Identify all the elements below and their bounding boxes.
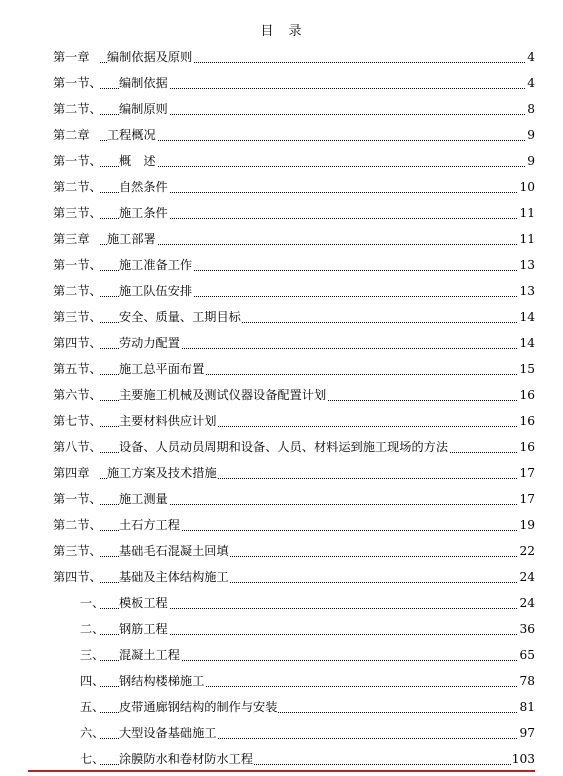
- toc-entry[interactable]: [0, 694, 563, 720]
- toc-entry-title: 钢筋工程: [119, 619, 169, 639]
- toc-entry[interactable]: [0, 330, 563, 356]
- toc-entry-page: 4: [526, 47, 535, 67]
- toc-entry[interactable]: [0, 174, 563, 200]
- toc-entry-number: 五、: [80, 700, 105, 714]
- toc-entry-title: 设备、人员动员周期和设备、人员、材料运到施工现场的方法: [119, 437, 449, 457]
- toc-entry-number: 第四节、: [53, 570, 102, 584]
- toc-entry-page: 14: [518, 333, 535, 353]
- toc-entry[interactable]: [0, 616, 563, 642]
- toc-entry-number: 第四章: [53, 466, 90, 480]
- toc-entry-number: 七、: [80, 752, 105, 766]
- toc-entry[interactable]: [0, 70, 563, 96]
- toc-entry[interactable]: [0, 226, 563, 252]
- toc-entry-number: 二、: [80, 622, 105, 636]
- toc-entry-title: 皮带通廊钢结构的制作与安装: [119, 697, 278, 717]
- footer-rule: [28, 770, 535, 772]
- toc-title: 目 录: [260, 24, 303, 39]
- toc-entry-title: 概 述: [119, 151, 157, 171]
- toc-entry[interactable]: [0, 382, 563, 408]
- toc-entry-page: 22: [518, 541, 535, 561]
- toc-entry[interactable]: [0, 200, 563, 226]
- toc-entry-title: 土石方工程: [119, 515, 181, 535]
- toc-entry-title: 大型设备基础施工: [119, 723, 218, 743]
- toc-entry-number: 第三章: [53, 232, 90, 246]
- toc-entry[interactable]: [0, 590, 563, 616]
- toc-entry[interactable]: [0, 278, 563, 304]
- toc-entry-number: 第二节、: [53, 180, 102, 194]
- toc-entry-number: 第一节、: [53, 258, 102, 272]
- toc-entry-page: 9: [526, 125, 535, 145]
- toc-entry-title: 施工条件: [119, 203, 169, 223]
- toc-entry-page: 24: [518, 567, 535, 587]
- toc-entry-page: 65: [518, 645, 535, 665]
- toc-entry-title: 施工方案及技术措施: [107, 463, 218, 483]
- toc-entry[interactable]: [0, 746, 563, 772]
- toc-entry[interactable]: [0, 538, 563, 564]
- toc-entry-title: 涂膜防水和卷材防水工程: [119, 749, 254, 769]
- toc-entry-number: 第三节、: [53, 206, 102, 220]
- toc-entry-number: 第二节、: [53, 284, 102, 298]
- toc-entry-page: 14: [518, 307, 535, 327]
- toc-entry-page: 103: [511, 749, 535, 769]
- toc-entry-page: 8: [526, 99, 535, 119]
- toc-entry-page: 13: [518, 255, 535, 275]
- toc-entry-page: 16: [518, 385, 535, 405]
- toc-entry-page: 15: [518, 359, 535, 379]
- toc-entry-page: 13: [518, 281, 535, 301]
- toc-entry-number: 第二节、: [53, 102, 102, 116]
- toc-entry-page: 19: [518, 515, 535, 535]
- toc-entry[interactable]: [0, 512, 563, 538]
- toc-entry-number: 第五节、: [53, 362, 102, 376]
- toc-entry-page: 16: [518, 437, 535, 457]
- toc-entry-number: 第一节、: [53, 76, 102, 90]
- toc-entry-title: 劳动力配置: [119, 333, 181, 353]
- toc-entry-number: 第六节、: [53, 388, 102, 402]
- toc-entry[interactable]: [0, 486, 563, 512]
- toc-entry[interactable]: [0, 642, 563, 668]
- toc-entry-title: 工程概况: [107, 125, 157, 145]
- toc-entry-title: 施工部署: [107, 229, 157, 249]
- toc-entry[interactable]: [0, 408, 563, 434]
- table-of-contents: [0, 44, 563, 772]
- toc-entry-number: 三、: [80, 648, 105, 662]
- toc-entry-title: 编制依据及原则: [107, 47, 193, 67]
- toc-entry-page: 81: [518, 697, 535, 717]
- toc-entry-number: 第二章: [53, 128, 90, 142]
- toc-entry-title: 施工准备工作: [119, 255, 193, 275]
- toc-entry-title: 基础及主体结构施工: [119, 567, 230, 587]
- toc-entry[interactable]: [0, 252, 563, 278]
- toc-entry-page: 16: [518, 411, 535, 431]
- toc-entry-number: 第三节、: [53, 544, 102, 558]
- toc-entry-number: 第八节、: [53, 440, 102, 454]
- toc-entry-number: 第七节、: [53, 414, 102, 428]
- toc-entry-title: 施工测量: [119, 489, 169, 509]
- toc-entry-page: 24: [518, 593, 535, 613]
- toc-entry-page: 10: [518, 177, 535, 197]
- dot-leader: [100, 166, 525, 167]
- toc-entry[interactable]: [0, 460, 563, 486]
- toc-entry-number: 第二节、: [53, 518, 102, 532]
- toc-entry-page: 36: [518, 619, 535, 639]
- toc-entry-number: 四、: [80, 674, 105, 688]
- toc-entry-title: 自然条件: [119, 177, 169, 197]
- toc-entry[interactable]: [0, 720, 563, 746]
- toc-entry[interactable]: [0, 434, 563, 460]
- toc-entry-title: 基础毛石混凝土回填: [119, 541, 230, 561]
- toc-entry-number: 六、: [80, 726, 105, 740]
- toc-entry-page: 11: [518, 229, 535, 249]
- toc-entry-page: 4: [526, 73, 535, 93]
- toc-entry[interactable]: [0, 304, 563, 330]
- toc-entry[interactable]: [0, 356, 563, 382]
- toc-entry[interactable]: [0, 44, 563, 70]
- toc-entry-title: 模板工程: [119, 593, 169, 613]
- toc-entry-title: 施工总平面布置: [119, 359, 205, 379]
- toc-entry-title: 施工队伍安排: [119, 281, 193, 301]
- toc-entry-page: 17: [518, 489, 535, 509]
- toc-entry-number: 第四节、: [53, 336, 102, 350]
- toc-entry[interactable]: [0, 564, 563, 590]
- toc-entry-number: 第三节、: [53, 310, 102, 324]
- toc-entry-title: 安全、质量、工期目标: [119, 307, 242, 327]
- toc-entry-title: 钢结构楼梯施工: [119, 671, 205, 691]
- toc-entry-title: 主要施工机械及测试仪器设备配置计划: [119, 385, 327, 405]
- toc-entry-page: 78: [518, 671, 535, 691]
- toc-entry-number: 一、: [80, 596, 105, 610]
- toc-entry[interactable]: [0, 96, 563, 122]
- toc-entry-page: 17: [518, 463, 535, 483]
- toc-entry-title: 编制原则: [119, 99, 169, 119]
- dot-leader: [100, 140, 525, 141]
- toc-entry-title: 编制依据: [119, 73, 169, 93]
- toc-entry-number: 第一节、: [53, 154, 102, 168]
- toc-entry[interactable]: [0, 122, 563, 148]
- toc-entry-title: 混凝土工程: [119, 645, 181, 665]
- toc-entry[interactable]: [0, 148, 563, 174]
- toc-entry-page: 11: [518, 203, 535, 223]
- toc-entry-page: 9: [526, 151, 535, 171]
- toc-entry-number: 第一节、: [53, 492, 102, 506]
- toc-entry-title: 主要材料供应计划: [119, 411, 218, 431]
- toc-entry-page: 97: [518, 723, 535, 743]
- dot-leader: [100, 244, 525, 245]
- toc-entry-number: 第一章: [53, 50, 90, 64]
- toc-entry[interactable]: [0, 668, 563, 694]
